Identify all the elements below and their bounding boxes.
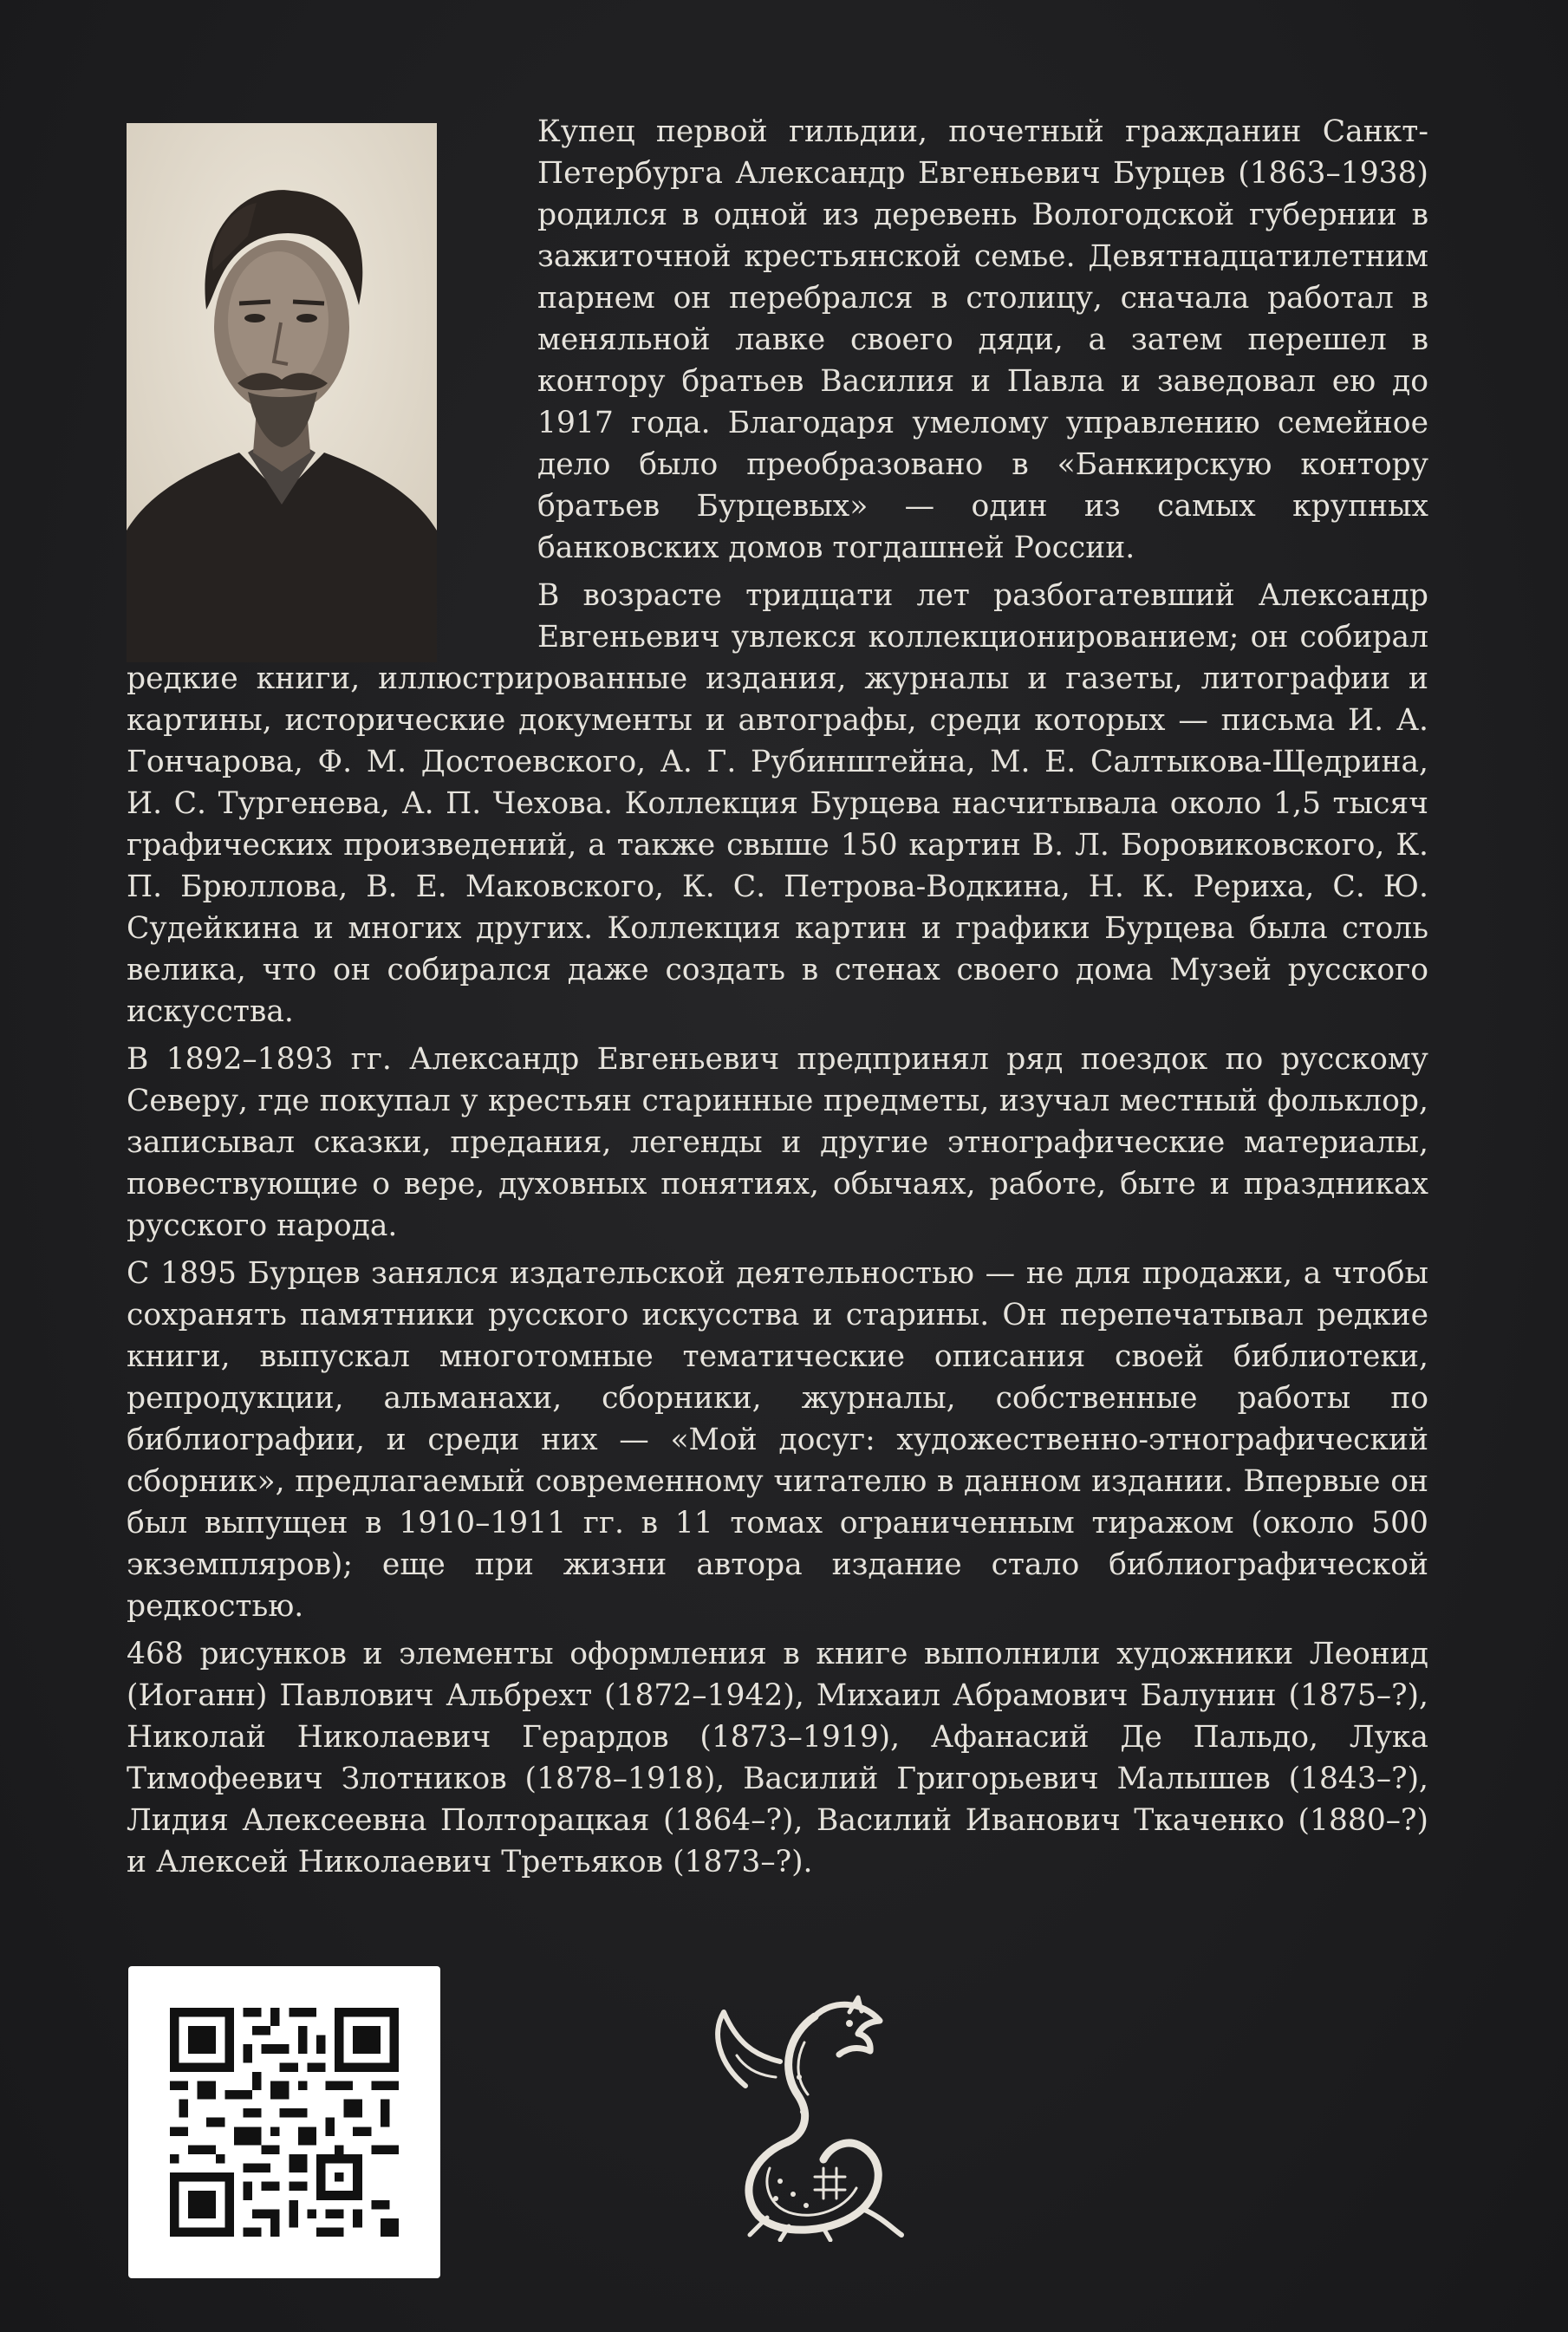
annotation-column xyxy=(127,111,1428,1883)
dragon-emblem-icon xyxy=(685,1982,910,2242)
paragraph-4: С 1895 Бурцев занялся издательской деятельностью — не для продажи, а чтобы сохранять памятники русского искусства и старины. Он перепечатывал редкие книги, выпускал многотомные тематические описания своей библиотеки, репродукции, альманахи, сборники, журналы, собственные работы по библиографии, и среди них — «Мой досуг: художественно-этнографический сборник», предлагаемый современному читателю в данном издании. Впервые он был выпущен в 1910–1911 гг. в 11 томах ограниченным тиражом (около 500 экземпляров); еще при жизни автора издание стало библиографической редкостью. xyxy=(127,1256,1428,1624)
portrait-text-wrap xyxy=(127,111,537,650)
paragraph-1: Купец первой гильдии, почетный гражданин Санкт-Петербурга Александр Евгеньевич Бурцев (1863–1938) родился в одной из деревень Вологодской губернии в зажиточной крестьянской семье. Девятнадцатилетним парнем он перебрался в столицу, сначала работал в меняльной лавке своего дяди, а затем перешел в контору братьев Василия и Павла и заведовал ею до 1917 года. Благодаря умелому управлению семейное дело было преобразовано в «Банкирскую контору братьев Бурцевых» — один из самых крупных банковских домов тогдашней России. xyxy=(537,114,1428,565)
qr-code xyxy=(128,1966,440,2278)
paragraph-5: 468 рисунков и элементы оформления в книге выполнили художники Леонид (Иоганн) Павлович Альбрехт (1872–1942), Михаил Абрамович Балунин (1875–?), Николай Николаевич Герардов (1873–1919), Афанасий Де Пальдо, Лука Тимофеевич Злотников (1878–1918), Василий Григорьевич Малышев (1843–?), Лидия Алексеевна Полторацкая (1864–?), Василий Иванович Ткаченко (1880–?) и Алексей Николаевич Третьяков (1873–?). xyxy=(127,1637,1428,1879)
paragraph-2: В возрасте тридцати лет разбогатевший Александр Евгеньевич увлекся коллекционированием; он собирал редкие книги, иллюстрированные издания, журналы и газеты, литографии и картины, исторические документы и автографы, среди которых — письма И. А. Гончарова, Ф. М. Достоевского, А. Г. Рубинштейна, М. Е. Салтыкова-Щедрина, И. С. Тургенева, А. П. Чехова. Коллекция Бурцева насчитывала около 1,5 тысяч графических произведений, а также свыше 150 картин В. Л. Боровиковского, К. П. Брюллова, В. Е. Маковского, К. С. Петрова-Водкина, Н. К. Рериха, С. Ю. Судейкина и многих других. Коллекция картин и графики Бурцева была столь велика, что он собирался даже создать в стенах своего дома Музей русского искусства. xyxy=(127,578,1428,1029)
qr-code-icon xyxy=(170,2008,399,2237)
paragraph-3: В 1892–1893 гг. Александр Евгеньевич предпринял ряд поездок по русскому Северу, где покупал у крестьян старинные предметы, изучал местный фольклор, записывал сказки, предания, легенды и другие этнографические материалы, повествующие о вере, духовных понятиях, обычаях, работе, быте и праздниках русского народа. xyxy=(127,1042,1428,1243)
publisher-emblem xyxy=(685,1982,910,2246)
